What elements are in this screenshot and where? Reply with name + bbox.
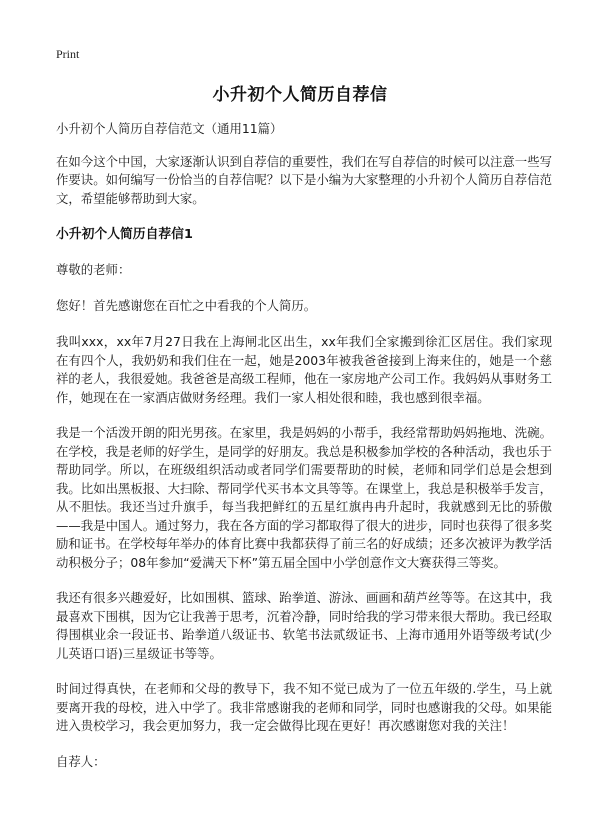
document-subtitle: 小升初个人简历自荐信范文（通用11篇） [56, 121, 283, 136]
body-paragraph-family: 我叫xxx，xx年7月27日我在上海闸北区出生，xx年我们全家搬到徐汇区居住。我们家现在有四个人，我奶奶和我们住在一起，她是2003年被我爸爸接到上海来住的，她是一个慈祥的老人，我很爱她。我爸爸是高级工程师，他在一家房地产公司工作。我妈妈从事财务工作，她现在在一家酒店做财务经理。我们一家人相处很和睦，我也感到很幸福。 [56, 334, 552, 405]
letter-opening: 您好！首先感谢您在百忙之中看我的个人简历。 [56, 297, 317, 313]
body-paragraph-thanks: 时间过得真快，在老师和父母的教导下，我不知不觉已成为了一位五年级的.学生，马上就要离开我的母校，进入中学了。我非常感谢我的老师和同学，同时也感谢我的父母。如果能进入贵校学习，我会更加努力，我一定会做得比现在更好！再次感谢您对我的关注！ [56, 681, 552, 733]
intro-paragraph: 在如今这个中国，大家逐渐认识到自荐信的重要性，我们在写自荐信的时候可以注意一些写作要诀。如何编写一份恰当的自荐信呢？以下是小编为大家整理的小升初个人简历自荐信范文，希望能够帮助到大家。 [56, 153, 552, 206]
letter-greeting: 尊敬的老师： [56, 262, 131, 277]
document-title: 小升初个人简历自荐信 [212, 85, 388, 105]
document-body [56, 120, 552, 771]
body-paragraph-personality: 我是一个活泼开朗的阳光男孩。在家里，我是妈妈的小帮手，我经常帮助妈妈拖地、洗碗。在学校，我是老师的好学生，是同学的好朋友。我总是积极参加学校的各种活动，我也乐于帮助同学。所以，在班级组织活动或者同学们需要帮助的时候，老师和同学们总是会想到我。比如出黑板报、大扫除、帮同学代买书本文具等等。在课堂上，我总是积极举手发言，从不胆怯。我还当过升旗手，每当我把鲜红的五星红旗冉冉升起时，我就感到无比的骄傲——我是中国人。通过努力，我在各方面的学习都取得了很大的进步，同时也获得了很多奖励和证书。在学校每年举办的体育比赛中我都获得了前三名的好成绩；还多次被评为教学活动积极分子；08年参加“爱满天下杯”第五届全国中小学创意作文大赛获得三等奖。 [56, 425, 552, 570]
body-paragraph-hobbies: 我还有很多兴趣爱好，比如围棋、篮球、跆拳道、游泳、画画和葫芦丝等等。在这其中，我最喜欢下围棋，因为它让我善于思考，沉着冷静，同时给我的学习带来很大帮助。我已经取得围棋业余一段证书、跆拳道八级证书、软笔书法贰级证书、上海市通用外语等级考试(少儿英语口语)三星级证书等等。 [56, 590, 552, 661]
section-heading: 小升初个人简历自荐信1 [56, 227, 193, 242]
print-link[interactable]: Print [56, 47, 80, 61]
letter-closing: 自荐人： [56, 753, 106, 769]
